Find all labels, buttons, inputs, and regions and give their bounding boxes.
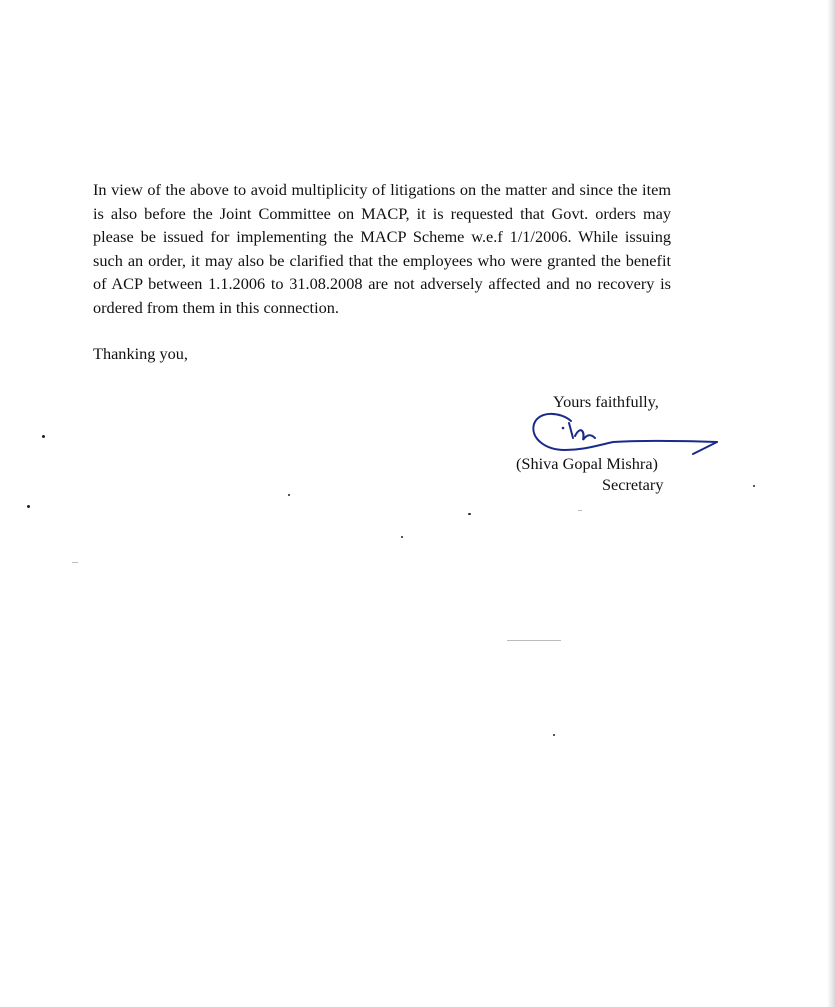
scan-mark <box>578 510 582 511</box>
scan-mark <box>507 640 561 641</box>
letter-body-paragraph: In view of the above to avoid multiplicity of litigations on the matter and since the item is also before the Joint Committee on MACP, it is requested that Govt. orders may please be issued for implementing the MACP Scheme w.e.f 1/1/2006. While issuing such an order, it may also be clarified that the employees who were granted the benefit of ACP between 1.1.2006 to 31.08.2008 are not adversely affected and no recovery is ordered from them in this connection. <box>93 180 671 317</box>
valediction: Yours faithfully, <box>553 392 659 411</box>
scan-speck <box>288 494 290 496</box>
scan-speck <box>753 485 755 487</box>
scan-speck <box>42 435 45 438</box>
scan-speck <box>27 505 30 508</box>
scan-speck <box>401 536 403 538</box>
scan-page-edge <box>827 0 835 1007</box>
signer-name: (Shiva Gopal Mishra) <box>516 454 658 473</box>
scan-mark <box>72 562 78 563</box>
signer-title: Secretary <box>602 475 664 494</box>
closing-line: Thanking you, <box>93 344 188 363</box>
scan-speck <box>468 513 471 515</box>
scan-speck <box>553 734 555 736</box>
